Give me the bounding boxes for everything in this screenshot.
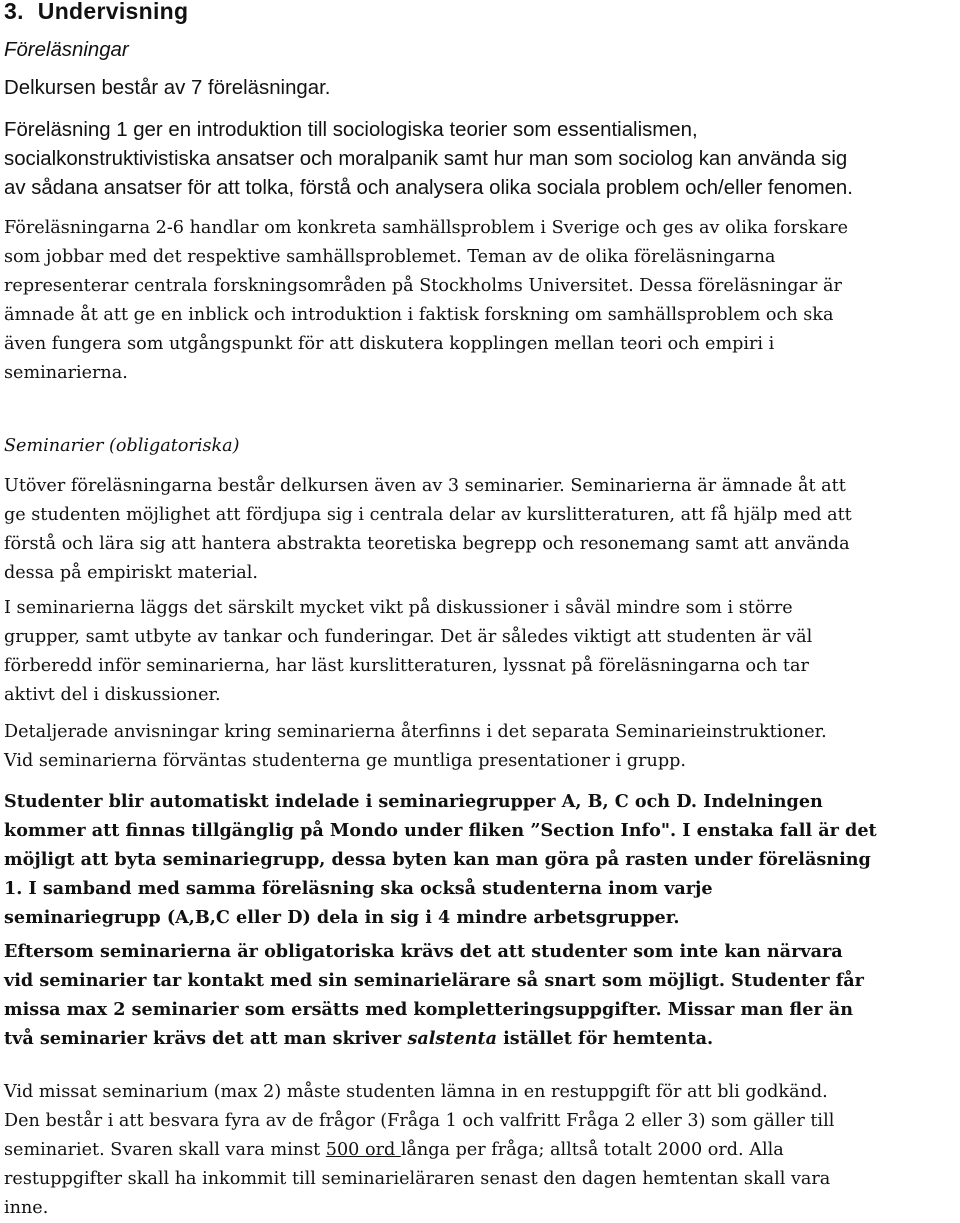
text-line: socialkonstruktivistiska ansatser och moralpanik samt hur man som sociolog kan använda sig [4,148,848,170]
text-line: vid seminarier tar kontakt med sin seminarielärare så snart som möjligt. Studenter får [4,969,864,991]
text-line: kommer att finnas tillgänglig på Mondo under fliken ”Section Info". I enstaka fall är det [4,819,877,841]
text-line: Eftersom seminarierna är obligatoriska krävs det att studenter som inte kan närvara [4,941,843,962]
text-segment: långa per fråga; alltså totalt 2000 ord. Alla [400,1139,784,1160]
text-line: Vid seminarierna förväntas studenterna ge muntliga presentationer i grupp. [4,750,686,771]
text-segment: två seminarier krävs det att man skriver [4,1027,408,1049]
text-segment: istället för hemtenta. [496,1027,714,1049]
text-line: möjligt att byta seminariegrupp, dessa byten kan man göra på rasten under föreläsning [4,848,871,870]
lectures-paragraph-2 [4,214,960,387]
text-line: inne. [4,1197,49,1218]
underlined-word-count: 500 ord [325,1139,401,1160]
text-line: Föreläsningarna 2-6 handlar om konkreta samhällsproblem i Sverige och ges av olika forskare [4,218,849,238]
mandatory-attendance-notice [4,938,960,1054]
text-line: Utöver föreläsningarna består delkursen även av 3 seminarier. Seminarierna är ämnade åt att [4,476,846,496]
missed-seminar-paragraph [4,1078,960,1223]
text-line: förstå och lära sig att hantera abstrakta teoretiska begrepp och resonemang samt att använda [4,533,850,554]
text-segment: seminariet. Svaren skall vara minst [4,1139,326,1160]
lectures-subheading: Föreläsningar [4,39,129,61]
text-line: grupper, samt utbyte av tankar och funderingar. Det är således viktigt att studenten är väl [4,626,813,647]
text-line: Detaljerade anvisningar kring seminarierna återfinns i det separata Seminarieinstruktioner. [4,722,827,742]
text-line: Vid missat seminarium (max 2) måste studenten lämna in en restuppgift för att bli godkänd. [4,1082,828,1102]
text-line: dessa på empiriskt material. [4,562,258,583]
lectures-intro: Delkursen består av 7 föreläsningar. [4,77,331,99]
text-line [4,1136,960,1165]
section-title: Undervisning [37,0,189,24]
text-line: Föreläsning 1 ger en introduktion till sociologiska teorier som essentialismen, [4,119,698,141]
emphasized-term: salstenta [407,1027,497,1049]
text-line: missa max 2 seminarier som ersätts med kompletteringsuppgifter. Missar man fler än [4,998,853,1020]
text-line: ämnade åt att ge en inblick och introduktion i faktisk forskning om samhällsproblem och ska [4,304,834,325]
text-line: 1. I samband med samma föreläsning ska också studenterna inom varje [4,877,713,899]
text-line: Den består i att besvara fyra av de frågor (Fråga 1 och valfritt Fråga 2 eller 3) som gäller till [4,1110,835,1131]
text-line: seminarierna. [4,362,128,383]
text-line: förberedd inför seminarierna, har läst kurslitteraturen, lyssnat på föreläsningarna och tar [4,655,809,676]
section-number: 3. [4,0,24,24]
text-line: Studenter blir automatiskt indelade i seminariegrupper A, B, C och D. Indelningen [4,791,823,812]
seminars-paragraph-1 [4,472,960,588]
text-line: I seminarierna läggs det särskilt mycket vikt på diskussioner i såväl mindre som i större [4,598,793,618]
text-line: aktivt del i diskussioner. [4,684,221,705]
text-line: seminariegrupp (A,B,C eller D) dela in sig i 4 mindre arbetsgrupper. [4,906,680,928]
lectures-paragraph-1 [4,116,960,203]
section-heading [4,0,188,26]
group-assignment-notice [4,788,960,933]
seminars-paragraph-3 [4,718,960,776]
text-line: restuppgifter skall ha inkommit till seminarieläraren senast den dagen hemtentan skall vara [4,1168,831,1189]
text-line: representerar centrala forskningsområden på Stockholms Universitet. Dessa föreläsningar är [4,275,842,296]
text-line: ge studenten möjlighet att fördjupa sig i centrala delar av kurslitteraturen, att få hjälp med att [4,504,852,525]
text-line [4,1025,960,1054]
seminars-subheading: Seminarier (obligatoriska) [4,436,240,456]
text-line: av sådana ansatser för att tolka, förstå och analysera olika sociala problem och/eller fenomen. [4,177,853,199]
seminars-paragraph-2 [4,594,960,710]
text-line: som jobbar med det respektive samhällsproblemet. Teman av de olika föreläsningarna [4,246,776,267]
text-line: även fungera som utgångspunkt för att diskutera kopplingen mellan teori och empiri i [4,333,775,354]
